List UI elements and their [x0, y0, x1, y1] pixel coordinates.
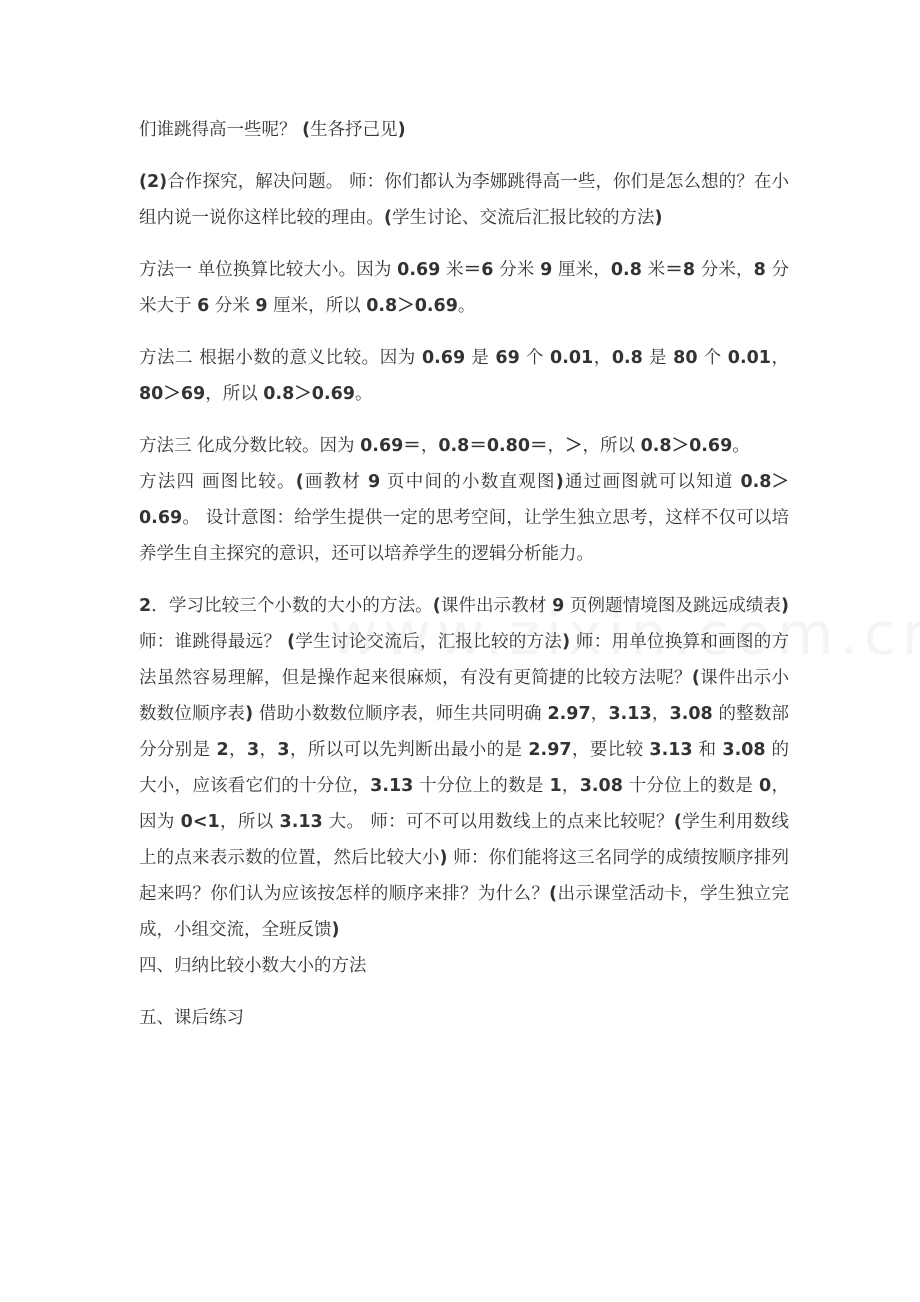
- section-four-heading: 四、归纳比较小数大小的方法: [139, 956, 367, 976]
- paragraph-three-decimals: [139, 588, 789, 984]
- method-four-text: 方法四 画图比较。(画教材 9 页中间的小数直观图)通过画图就可以知道 0.8＞0.69。 设计意图：给学生提供一定的思考空间，让学生独立思考，这样不仅可以培养学生自主探究的意识，还可以培养学生的逻辑分析能力。: [139, 472, 789, 564]
- section-five-heading: 五、课后练习: [139, 1008, 244, 1028]
- method-three-text: 方法三 化成分数比较。因为 0.69＝，0.8＝0.80＝，＞，所以 0.8＞0.69。: [139, 436, 750, 456]
- paragraph-methods-three-four: [139, 428, 789, 572]
- document-body: [139, 112, 789, 1036]
- paragraph-method-one: 方法一 单位换算比较大小。因为 0.69 米＝6 分米 9 厘米，0.8 米＝8 分米，8 分米大于 6 分米 9 厘米，所以 0.8＞0.69。: [139, 260, 789, 316]
- paragraph-method-two: 方法二 根据小数的意义比较。因为 0.69 是 69 个 0.01，0.8 是 80 个 0.01，80＞69，所以 0.8＞0.69。: [139, 348, 790, 404]
- three-decimals-text: 2．学习比较三个小数的大小的方法。(课件出示教材 9 页例题情境图及跳远成绩表) 师：谁跳得最远？ (学生讨论交流后，汇报比较的方法) 师：用单位换算和画图的方法虽然容易理解，但是操作起来很麻烦，有没有更简捷的比较方法呢？(课件出示小数数位顺序表) 借助小数数位顺序表，师生共同明确 2.97，3.13，3.08 的整数部分分别是 2，3，3，所以可以先判断出最小的是 2.97，要比较 3.13 和 3.08 的大小，应该看它们的十分位，3.13 十分位上的数是 1，3.08 十分位上的数是 0，因为 0<1，所以 3.13 大。 师：可不可以用数线上的点来比较呢？(学生利用数线上的点来表示数的位置，然后比较大小) 师：你们能将这三名同学的成绩按顺序排列起来吗？你们认为应该按怎样的顺序来排？为什么？(出示课堂活动卡，学生独立完成，小组交流，全班反馈): [139, 596, 790, 940]
- paragraph-intro-question: 们谁跳得高一些呢？ (生各抒己见): [139, 120, 406, 140]
- paragraph-cooperative-inquiry: (2)合作探究，解决问题。 师：你们都认为李娜跳得高一些，你们是怎么想的？在小组内说一说你这样比较的理由。(学生讨论、交流后汇报比较的方法): [139, 172, 789, 228]
